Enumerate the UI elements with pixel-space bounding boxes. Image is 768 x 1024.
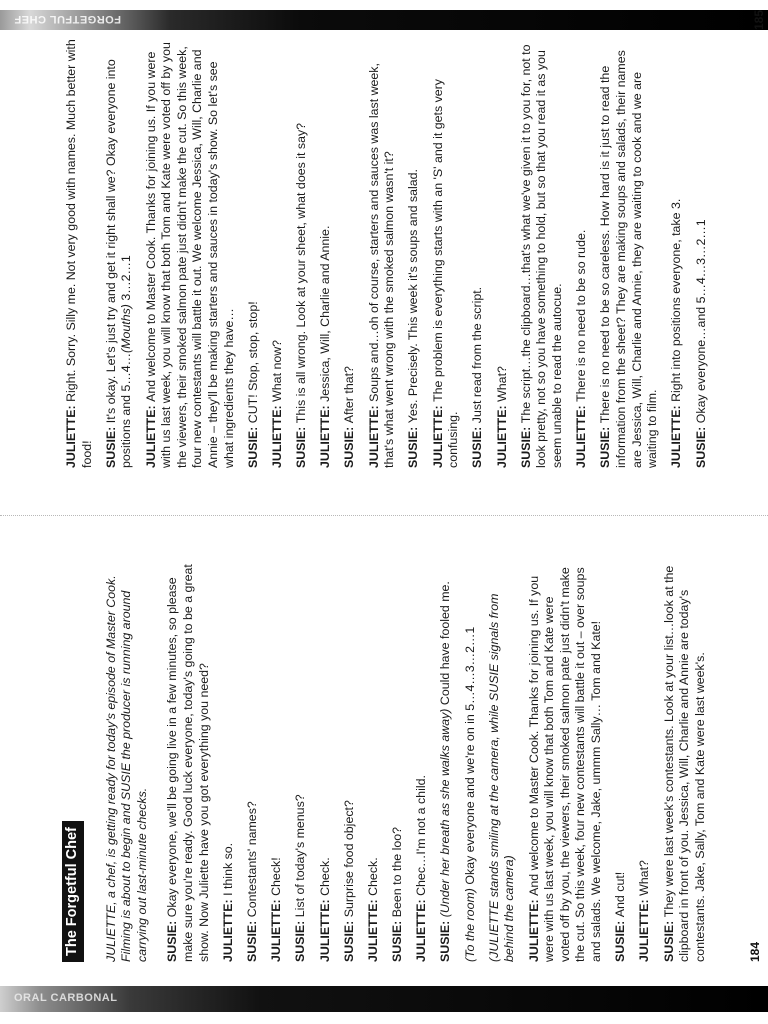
stage-direction: (To the room): [462, 888, 477, 962]
dialogue-line: [574, 36, 590, 468]
dialogue-line: [527, 564, 605, 962]
speaker-name: JULIETTE:: [318, 401, 333, 468]
page-number-right: 185: [752, 9, 766, 30]
dialogue-line: [342, 564, 358, 962]
line-text: It's okay. Let's just try and get it right shall we? Okay everyone into positions and 5…4…: [103, 59, 134, 468]
dialogue-line: [598, 36, 660, 468]
scan-edge-bottom: [0, 986, 768, 1012]
speaker-name: JULIETTE:: [269, 401, 284, 468]
line-text: Been to the loo?: [390, 826, 405, 918]
line-text: And welcome to Master Cook. Thanks for joining us. If you were with us last week, you will know that both Tom and Kate were voted off by you, the viewers, their smoked salmon pate just didn't make the cut. So this week, four new contestants will battle it out – over soups and salads. We welcome, Jake, ummm Sally… Tom and Kate!: [526, 567, 603, 962]
stage-direction: (Under her breath as she walks away): [438, 708, 453, 918]
dialogue-line: [637, 564, 653, 962]
line-text: List of today's menus?: [293, 794, 308, 918]
line-text: After that?: [342, 366, 357, 424]
dialogue-line: [104, 36, 135, 468]
speaker-name: SUSIE:: [165, 917, 180, 962]
speaker-name: JULIETTE:: [64, 401, 78, 468]
speaker-name: SUSIE:: [406, 423, 421, 468]
dialogue-line: [463, 564, 479, 962]
speaker-name: SUSIE:: [244, 917, 259, 962]
top-strip-label: FORGETFUL CHEF: [14, 13, 122, 25]
line-text: Check!: [269, 857, 284, 896]
dialogue-line: [245, 564, 261, 962]
line-text: Okay everyone…and 5…4…3…2…1: [693, 219, 708, 424]
speaker-name: JULIETTE:: [317, 895, 332, 962]
line-text: Right. Sorry. Silly me. Not very good with names. Much better with food!: [64, 39, 94, 468]
line-text: What?: [637, 860, 652, 896]
speaker-name: SUSIE:: [661, 917, 676, 962]
line-text: Jessica, Will, Charlie and Annie.: [318, 225, 333, 402]
line-text: Okay everyone and we're on in 5…4…3…2…1: [462, 626, 477, 889]
line-text: Could have fooled me.: [438, 581, 453, 709]
speaker-name: SUSIE:: [245, 423, 260, 468]
line-text: There is no need to be so rude.: [574, 229, 589, 402]
dialogue-line: [662, 564, 709, 962]
speaker-name: SUSIE:: [613, 917, 628, 962]
script-title: The Forgetful Chef: [62, 821, 84, 962]
speaker-name: SUSIE:: [293, 917, 308, 962]
speaker-name: SUSIE:: [342, 423, 357, 468]
speaker-name: SUSIE:: [470, 423, 485, 468]
dialogue-line: [431, 36, 462, 468]
dialogue-line: [318, 564, 334, 962]
dialogue-line: [367, 36, 398, 468]
line-text: Yes. Precisely. This week it's soups and salad.: [406, 169, 421, 424]
dialogue-line: [669, 36, 685, 468]
stage-direction: (JULIETTE stands smiling at the camera, while SUSIE signals from behind the camera): [486, 593, 517, 962]
speaker-name: JULIETTE:: [365, 895, 380, 962]
line-text: Okay everyone, we'll be going live in a few minutes, so please make sure you're ready. Good luck everyone, today's going to be a great show. Now Juliette have you got everything you need?: [165, 564, 211, 962]
dialogue-line: [390, 564, 406, 962]
line-text: Surprise food object?: [341, 800, 356, 918]
dialogue-line: [470, 36, 486, 468]
line-text: This is all wrong. Look at your sheet, what does it say?: [294, 122, 309, 424]
speaker-name: JULIETTE:: [494, 401, 509, 468]
line-text: What now?: [269, 339, 284, 402]
dialogue-line: [165, 564, 212, 962]
dialogue-line: [318, 36, 334, 468]
dialogue-line: [144, 36, 238, 468]
speaker-name: SUSIE:: [103, 423, 118, 468]
speaker-name: SUSIE:: [693, 423, 708, 468]
speaker-name: SUSIE:: [294, 423, 309, 468]
stage-direction: (Mouths): [119, 304, 134, 353]
dialogue-line: [519, 36, 566, 468]
line-text: What?: [494, 366, 509, 402]
dialogue-line: [221, 564, 237, 962]
speaker-name: JULIETTE:: [637, 895, 652, 962]
line-text: Right into positions everyone, take 3.: [669, 198, 684, 402]
line-text: The script…the clipboard…that's what we've given it to you for, not to look pretty, not so you have something to hold, but so that you read it as you seem unable to read the autocue.: [518, 44, 564, 468]
speaker-name: SUSIE:: [390, 917, 405, 962]
dialogue-line: [294, 36, 310, 468]
dialogue-line: [64, 36, 95, 468]
dialogue-line: [414, 564, 430, 962]
line-text: CUT! Stop, stop, stop!: [245, 301, 260, 424]
line-text: They were last week's contestants. Look at your list…look at the clipboard in front of you. Jessica, Will, Charlie and Annie are today's contestants. Jake, Sally, Tom and Kate were last week's.: [661, 565, 707, 962]
speaker-name: SUSIE:: [598, 423, 613, 468]
left-dialogue: [165, 564, 708, 962]
line-text: The problem is everything starts with an 'S' and it gets very confusing.: [430, 79, 461, 468]
dialogue-line: [406, 36, 422, 468]
speaker-name: JULIETTE:: [366, 401, 381, 468]
line-text: Soups and…oh of course, starters and sauces was last week, that's what went wrong with the smoked salmon wasn't it?: [366, 63, 397, 468]
dialogue-line: [270, 36, 286, 468]
dialogue-line: [495, 36, 511, 468]
speaker-name: JULIETTE:: [526, 895, 541, 962]
dialogue-line: [269, 564, 285, 962]
dialogue-line: [613, 564, 629, 962]
line-text: And cut!: [613, 871, 628, 918]
speaker-name: JULIETTE:: [220, 895, 235, 962]
line-text: Contestants' names?: [244, 801, 259, 918]
speaker-name: JULIETTE:: [574, 401, 589, 468]
left-page: [0, 512, 768, 1024]
speaker-name: SUSIE:: [518, 423, 533, 468]
page-number-left: 184: [748, 941, 762, 962]
line-text: Check.: [365, 857, 380, 896]
speaker-name: JULIETTE:: [269, 895, 284, 962]
speaker-name: JULIETTE:: [414, 895, 429, 962]
dialogue-line: [366, 564, 382, 962]
speaker-name: SUSIE:: [438, 917, 453, 962]
intro-direction: JULIETTE, a chef, is getting ready for today's episode of Master Cook. Filming is about to begin and SUSIE the producer is running around carrying out last-minute checks.: [103, 575, 149, 962]
left-column: [62, 564, 717, 962]
line-text: I think so.: [220, 842, 235, 896]
dialogue-line: [342, 36, 358, 468]
line-text: Chec…I'm not a child.: [414, 775, 429, 896]
bottom-strip-label: ORAL CARBONAL: [14, 992, 118, 1004]
speaker-name: JULIETTE:: [430, 401, 445, 468]
line-text: 3…2…1: [119, 255, 134, 305]
dialogue-line: [438, 564, 454, 962]
line-text: And welcome to Master Cook. Thanks for joining us. If you were with us last week, you will know that both Tom and Kate were voted off by you the viewers, their smoked salmon pate just didn't make the cut. So this week, four new contestants will battle it out. We welcome Jessica, Will, Charlie and Annie – they'll be making starters and sauces in today's show. So let's see what ingredients they have…: [143, 42, 236, 468]
line-text: There is no need to be so careless. How hard is it just to read the information from the sheet? They are making soups and salads, their names are Jessica, Will, Charlie and Annie, they are waiting to cook and we are waiting to film.: [598, 50, 660, 468]
line-text: Just read from the script.: [470, 286, 485, 424]
line-text: Check.: [317, 857, 332, 896]
dialogue-line: [694, 36, 710, 468]
speaker-name: SUSIE:: [341, 917, 356, 962]
right-dialogue: [64, 36, 709, 468]
dialogue-line: [246, 36, 262, 468]
speaker-name: JULIETTE:: [143, 401, 158, 468]
dialogue-line: [487, 564, 518, 962]
speaker-name: JULIETTE:: [669, 401, 684, 468]
right-column: [64, 36, 718, 468]
dialogue-line: [293, 564, 309, 962]
